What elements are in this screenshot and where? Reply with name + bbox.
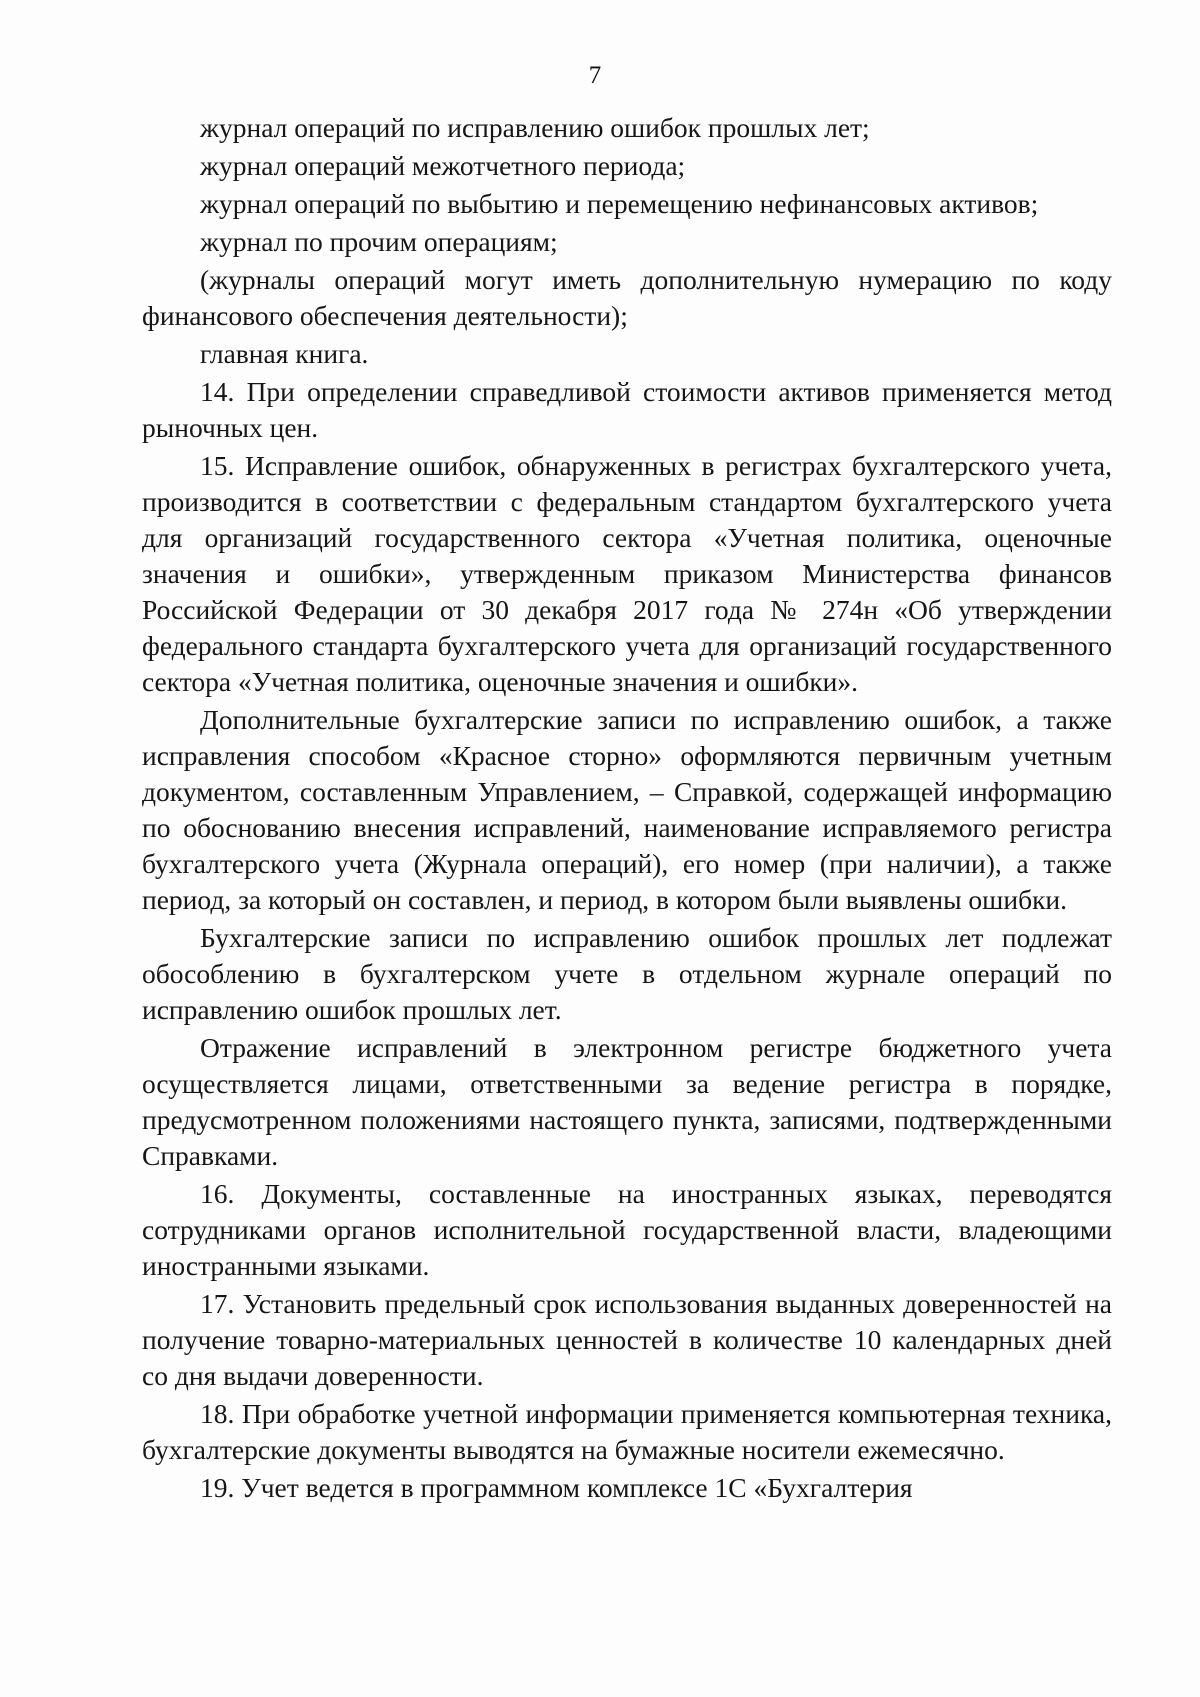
paragraph: 14. При определении справедливой стоимости активов применяется метод рыночных цен. (142, 376, 1112, 443)
paragraph: журнал по прочим операциям; (200, 226, 558, 257)
paragraph: 18. При обработке учетной информации применяется компьютерная техника, бухгалтерские документы выводятся на бумажные носители ежемесячно. (142, 1398, 1112, 1465)
paragraph: 16. Документы, составленные на иностранных языках, переводятся сотрудниками органов исполнительной государственной власти, владеющими иностранными языками. (142, 1178, 1112, 1281)
paragraph: 15. Исправление ошибок, обнаруженных в регистрах бухгалтерского учета, производится в соответствии с федеральным стандартом бухгалтерского учета для организаций государственного сектора «Учетная политика, оценочные значения и ошибки», утвержденным приказом Министерства финансов Российской Федерации от 30 декабря 2017 года № 274н «Об утверждении федерального стандарта бухгалтерского учета для организаций государственного сектора «Учетная политика, оценочные значения и ошибки». (142, 450, 1112, 697)
paragraph: Дополнительные бухгалтерские записи по исправлению ошибок, а также исправления способом «Красное сторно» оформляются первичным учетным документом, составленным Управлением, – Справкой, содержащей информацию по обоснованию внесения исправлений, наименование исправляемого регистра бухгалтерского учета (Журнала операций), его номер (при наличии), а также период, за который он составлен, и период, в котором были выявлены ошибки. (142, 704, 1112, 915)
paragraph: Отражение исправлений в электронном регистре бюджетного учета осуществляется лицами, ответственными за ведение регистра в порядке, предусмотренном положениями настоящего пункта, записями, подтвержденными Справками. (142, 1032, 1112, 1171)
paragraph: 17. Установить предельный срок использования выданных доверенностей на получение товарно-материальных ценностей в количестве 10 календарных дней со дня выдачи доверенности. (142, 1288, 1112, 1391)
paragraph: 19. Учет ведется в программном комплексе 1С «Бухгалтерия (200, 1472, 913, 1503)
document-body (142, 110, 1112, 1508)
paragraph: главная книга. (200, 338, 369, 369)
paragraph: журнал операций по выбытию и перемещению нефинансовых активов; (200, 188, 1039, 219)
page-number: 7 (588, 62, 602, 89)
paragraph: журнал операций межотчетного периода; (200, 150, 686, 181)
paragraph: журнал операций по исправлению ошибок прошлых лет; (200, 112, 870, 143)
paragraph: Бухгалтерские записи по исправлению ошибок прошлых лет подлежат обособлению в бухгалтерском учете в отдельном журнале операций по исправлению ошибок прошлых лет. (142, 922, 1112, 1025)
paragraph: (журналы операций могут иметь дополнительную нумерацию по коду финансового обеспечения деятельности); (142, 264, 1112, 331)
